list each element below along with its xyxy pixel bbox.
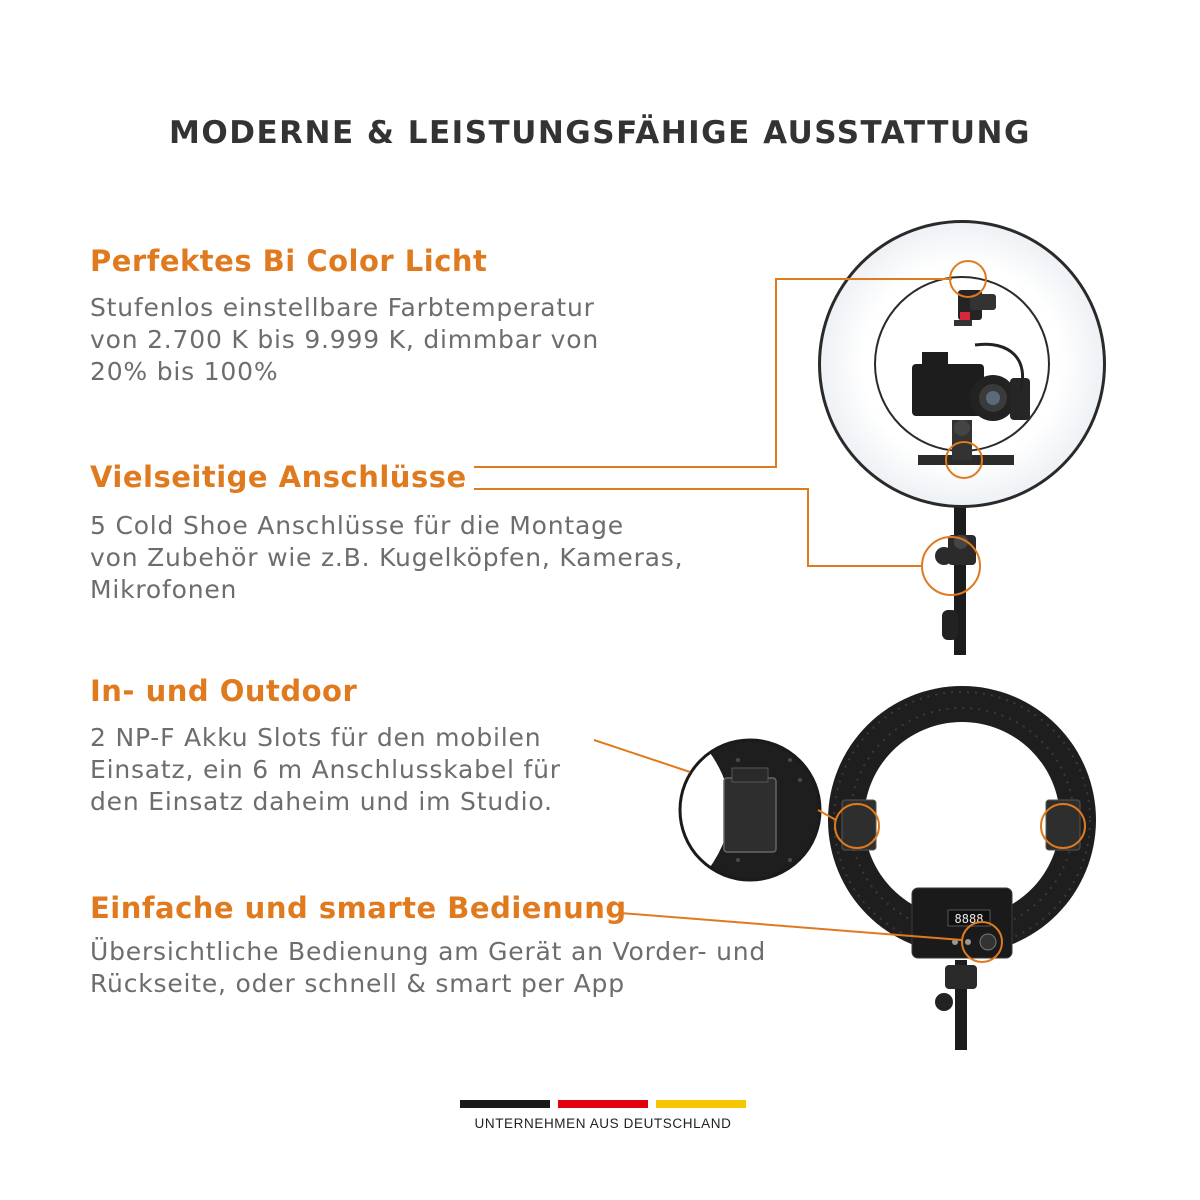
flag-bar-red: [558, 1100, 648, 1108]
footer-company-note: UNTERNEHMEN AUS DEUTSCHLAND: [474, 1116, 732, 1131]
feature-text-controls: [90, 936, 766, 1000]
feature-title-connections: Vielseitige Anschlüsse: [90, 460, 467, 494]
battery-slot-zoom: [680, 740, 820, 880]
svg-text:8888: 8888: [954, 912, 984, 926]
feature-line: Einsatz, ein 6 m Anschlusskabel für: [90, 755, 561, 784]
feature-title-outdoor: In- und Outdoor: [90, 674, 358, 708]
feature-line: den Einsatz daheim und im Studio.: [90, 787, 553, 816]
feature-text-outdoor: [90, 722, 561, 818]
flag-bar-gold: [656, 1100, 746, 1108]
feature-text-connections: [90, 510, 683, 606]
feature-text-bicolor: [90, 292, 599, 388]
ring-light-back-image: [828, 686, 1096, 1050]
feature-line: Rückseite, oder schnell & smart per App: [90, 969, 625, 998]
feature-line: Stufenlos einstellbare Farbtemperatur: [90, 293, 595, 322]
feature-line: Mikrofonen: [90, 575, 238, 604]
feature-line: von 2.700 K bis 9.999 K, dimmbar von: [90, 325, 599, 354]
page-title: MODERNE & LEISTUNGSFÄHIGE AUSSTATTUNG: [169, 115, 1031, 151]
feature-line: 2 NP-F Akku Slots für den mobilen: [90, 723, 542, 752]
flag-bar-black: [460, 1100, 550, 1108]
feature-line: 20% bis 100%: [90, 357, 279, 386]
feature-title-bicolor: Perfektes Bi Color Licht: [90, 244, 488, 278]
feature-title-controls: Einfache und smarte Bedienung: [90, 891, 627, 925]
feature-line: Übersichtliche Bedienung am Gerät an Vorder- und: [90, 937, 767, 966]
feature-line: 5 Cold Shoe Anschlüsse für die Montage: [90, 511, 624, 540]
ring-light-front-image: [818, 220, 1106, 655]
german-flag-bars: [460, 1100, 746, 1108]
feature-line: von Zubehör wie z.B. Kugelköpfen, Kameras,: [90, 543, 684, 572]
